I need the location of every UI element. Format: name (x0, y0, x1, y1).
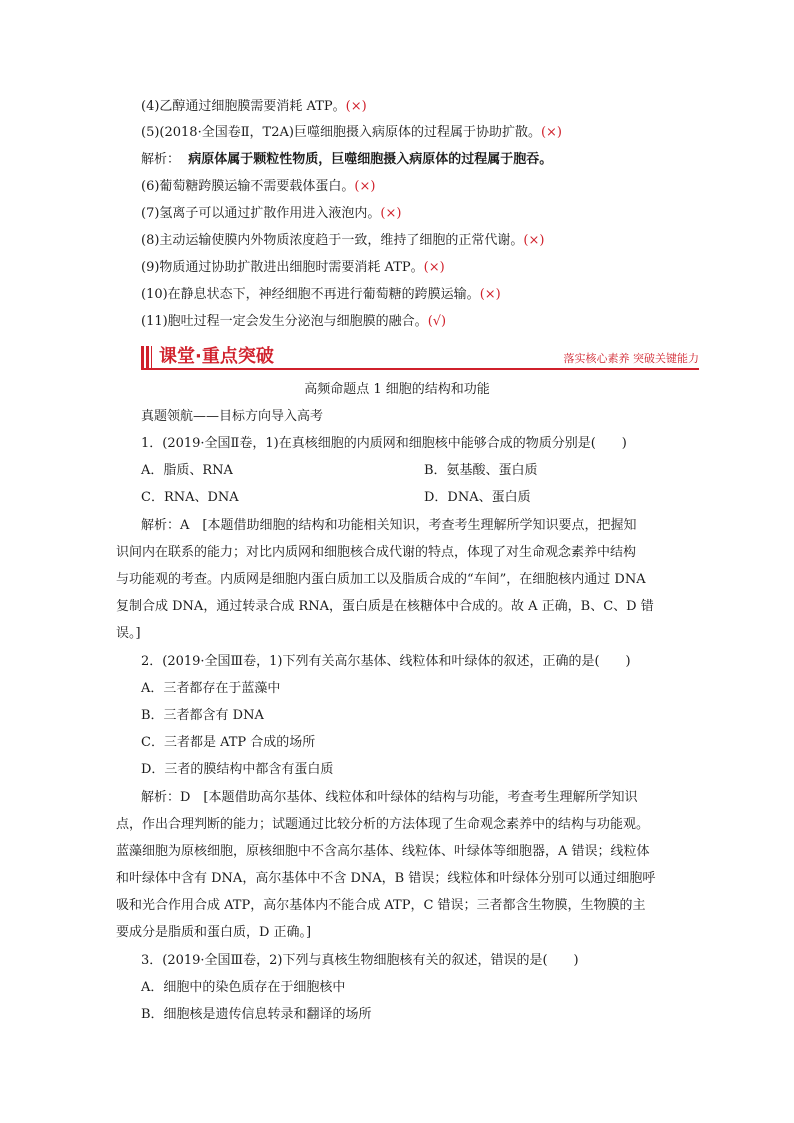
q1-option-d: D．DNA、蛋白质 (424, 490, 531, 505)
q3-option-a: A．细胞中的染色质存在于细胞核中 (141, 980, 346, 995)
answer-mark: (√) (427, 314, 447, 329)
q2-analysis-line: 解析：D [本题借助高尔基体、线粒体和叶绿体的结构与功能，考查考生理解所学知识 (141, 790, 638, 805)
answer-mark: (×) (380, 206, 402, 221)
item-text: (6)葡萄糖跨膜运输不需要载体蛋白。 (141, 179, 355, 194)
q2-option-c: C．三者都是 ATP 合成的场所 (141, 735, 316, 750)
q3-option-b: B．细胞核是遗传信息转录和翻译的场所 (141, 1007, 372, 1022)
banner-rule (141, 368, 699, 370)
answer-mark: (×) (423, 260, 445, 275)
item-text: (5)(2018·全国卷Ⅱ，T2A)巨噬细胞摄入病原体的过程属于协助扩散。 (141, 125, 541, 140)
q1-analysis-line: 误。] (116, 626, 141, 641)
item-5-analysis (141, 151, 552, 169)
analysis-label: 解析： (141, 152, 181, 167)
item-6 (141, 178, 375, 196)
item-text: (9)物质通过协助扩散进出细胞时需要消耗 ATP。 (141, 260, 424, 275)
answer-mark: (×) (523, 233, 545, 248)
section-subtitle: 落实核心素养 突破关键能力 (563, 352, 699, 365)
lead-line: 真题领航——目标方向导入高考 (141, 409, 324, 424)
q1-option-b: B．氨基酸、蛋白质 (424, 463, 538, 478)
q3-stem: 3．(2019·全国Ⅲ卷，2)下列与真核生物细胞核有关的叙述，错误的是( ) (141, 953, 579, 968)
q2-option-b: B．三者都含有 DNA (141, 708, 264, 723)
answer-mark: (×) (354, 179, 376, 194)
item-5 (141, 124, 562, 142)
answer-mark: (×) (479, 287, 501, 302)
q2-stem: 2．(2019·全国Ⅲ卷，1)下列有关高尔基体、线粒体和叶绿体的叙述，正确的是( ) (141, 654, 631, 669)
q2-analysis-line: 蓝藻细胞为原核细胞，原核细胞中不含高尔基体、线粒体、叶绿体等细胞器，A 错误；线粒体 (116, 844, 650, 859)
answer-mark: (×) (345, 99, 367, 114)
q2-option-a: A．三者都存在于蓝藻中 (141, 681, 281, 696)
q1-option-c: C．RNA、DNA (141, 490, 239, 505)
banner-stripes-icon (141, 346, 152, 368)
item-7 (141, 205, 401, 223)
analysis-text: 病原体属于颗粒性物质，巨噬细胞摄入病原体的过程属于胞吞。 (188, 152, 553, 167)
item-text: (7)氢离子可以通过扩散作用进入液泡内。 (141, 206, 381, 221)
item-text: (8)主动运输使膜内外物质浓度趋于一致，维持了细胞的正常代谢。 (141, 233, 524, 248)
item-9 (141, 259, 445, 277)
section-banner (141, 344, 699, 370)
section-title: 课堂·重点突破 (159, 346, 274, 367)
topic-heading: 高频命题点 1 细胞的结构和功能 (304, 382, 490, 397)
item-4 (141, 98, 367, 116)
answer-mark: (×) (540, 125, 562, 140)
q2-option-d: D．三者的膜结构中都含有蛋白质 (141, 762, 334, 777)
q2-analysis-line: 点，作出合理判断的能力；试题通过比较分析的方法体现了生命观念素养中的结构与功能观。 (116, 817, 650, 832)
q1-analysis-line: 复制合成 DNA，通过转录合成 RNA，蛋白质是在核糖体中合成的。故 A 正确，B、C、D 错 (116, 599, 654, 614)
q1-analysis-line: 识间内在联系的能力；对比内质网和细胞核合成代谢的特点，体现了对生命观念素养中结构 (116, 545, 637, 560)
q2-analysis-line: 和叶绿体中含有 DNA，高尔基体中不含 DNA，B 错误；线粒体和叶绿体分别可以通过细胞呼 (116, 871, 656, 886)
item-11 (141, 313, 446, 331)
q1-analysis-line: 解析：A [本题借助细胞的结构和功能相关知识，考查考生理解所学知识要点，把握知 (141, 518, 637, 533)
item-text: (4)乙醇通过细胞膜需要消耗 ATP。 (141, 99, 346, 114)
item-text: (11)胞吐过程一定会发生分泌泡与细胞膜的融合。 (141, 314, 428, 329)
q2-analysis-line: 要成分是脂质和蛋白质，D 正确。] (116, 925, 312, 940)
q2-analysis-line: 吸和光合作用合成 ATP，高尔基体内不能合成 ATP，C 错误；三者都含生物膜，生物膜的主 (116, 898, 646, 913)
q1-option-a: A．脂质、RNA (141, 463, 233, 478)
item-8 (141, 232, 544, 250)
item-text: (10)在静息状态下，神经细胞不再进行葡萄糖的跨膜运输。 (141, 287, 480, 302)
item-10 (141, 286, 501, 304)
q1-analysis-line: 与功能观的考查。内质网是细胞内蛋白质加工以及脂质合成的“车间”，在细胞核内通过 DNA (116, 572, 646, 587)
q1-stem: 1．(2019·全国Ⅱ卷，1)在真核细胞的内质网和细胞核中能够合成的物质分别是( ) (141, 436, 627, 451)
